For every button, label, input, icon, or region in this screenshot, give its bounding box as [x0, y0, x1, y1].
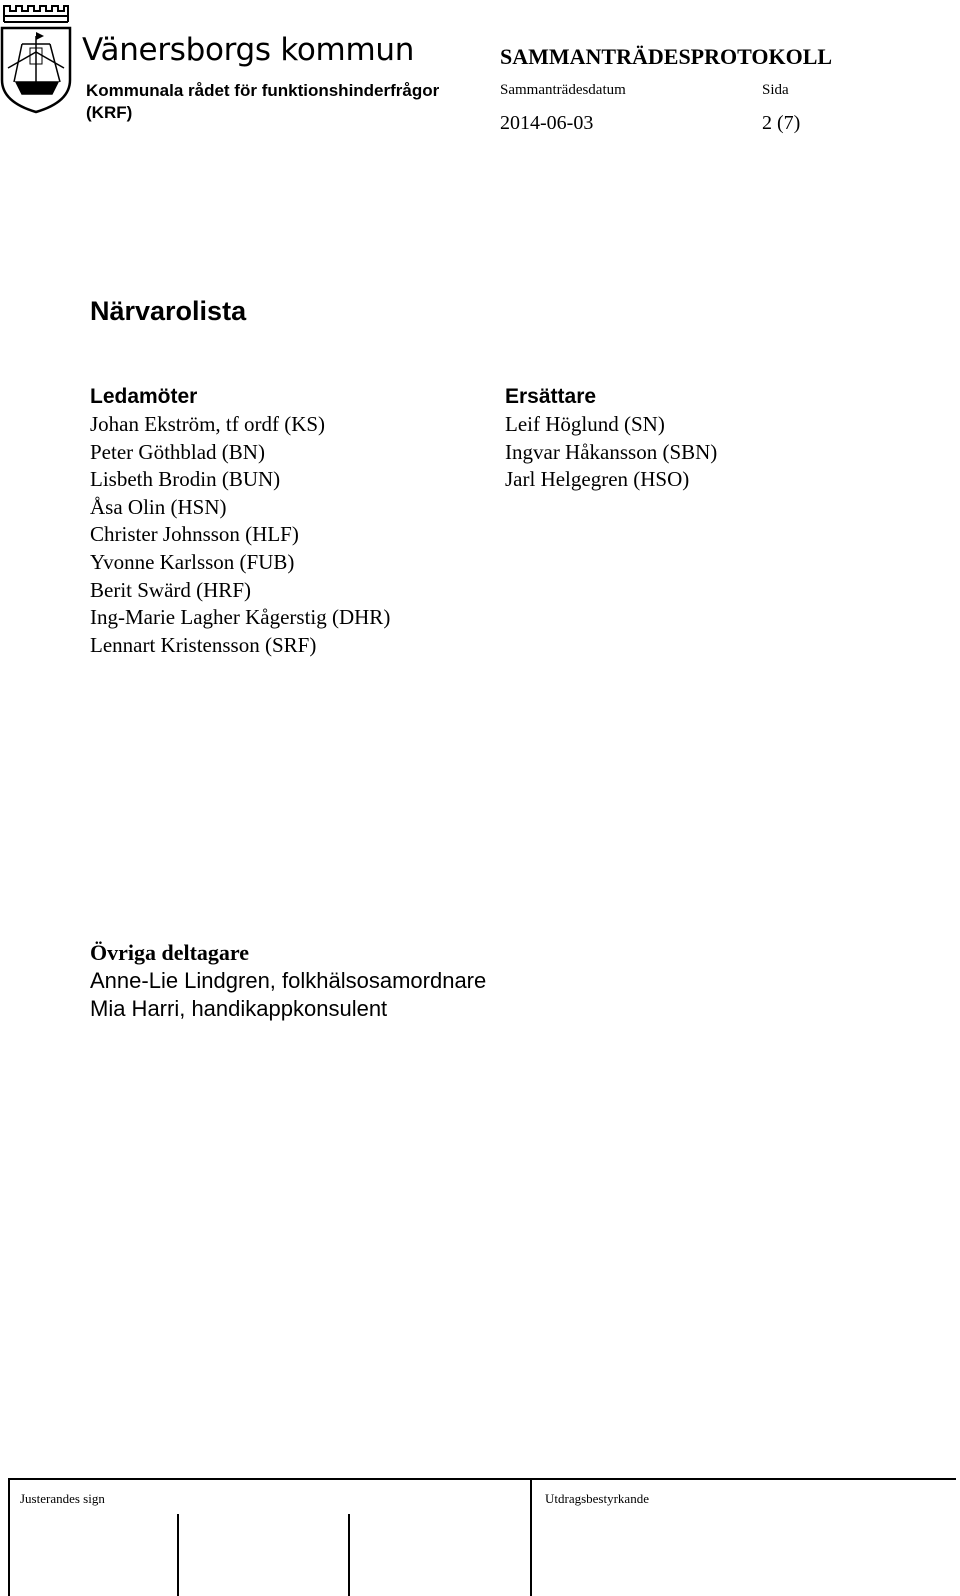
page-title: Närvarolista	[90, 296, 247, 326]
footer-column-line	[348, 1514, 350, 1596]
committee-name: Kommunala rådet för funktionshinderfrågor (KRF)	[86, 81, 440, 122]
other-participants-list	[90, 967, 486, 1023]
member-item: Peter Göthblad (BN)	[90, 439, 265, 464]
footer-column-line	[530, 1478, 532, 1596]
signature-label: Justerandes sign	[20, 1491, 105, 1506]
members-heading: Ledamöter	[90, 385, 198, 408]
participant-item: Anne-Lie Lindgren, folkhälsosamordnare	[90, 968, 487, 993]
page-number-value: 2 (7)	[762, 112, 801, 134]
meeting-date-value: 2014-06-03	[500, 112, 594, 134]
member-item: Lisbeth Brodin (BUN)	[90, 467, 281, 492]
member-item: Christer Johnsson (HLF)	[90, 522, 299, 547]
certification-label: Utdragsbestyrkande	[545, 1491, 649, 1506]
member-item: Berit Swärd (HRF)	[90, 577, 251, 602]
substitutes-list	[505, 411, 717, 494]
footer-divider	[8, 1478, 956, 1480]
meeting-date-label: Sammanträdesdatum	[500, 82, 626, 98]
substitutes-heading: Ersättare	[505, 385, 597, 408]
member-item: Ing-Marie Lagher Kågerstig (DHR)	[90, 605, 391, 630]
document-type: SAMMANTRÄDESPROTOKOLL	[500, 44, 833, 69]
substitute-item: Jarl Helgegren (HSO)	[505, 467, 690, 492]
participant-item: Mia Harri, handikappkonsulent	[90, 996, 388, 1021]
member-item: Lennart Kristensson (SRF)	[90, 632, 317, 657]
municipal-crest-icon	[0, 2, 72, 116]
members-section	[90, 383, 390, 659]
other-participants-heading: Övriga deltagare	[90, 940, 250, 965]
member-item: Åsa Olin (HSN)	[90, 494, 227, 519]
substitute-item: Leif Höglund (SN)	[505, 412, 665, 436]
substitutes-section	[505, 383, 717, 494]
member-item: Johan Ekström, tf ordf (KS)	[90, 412, 326, 436]
page-label: Sida	[762, 82, 789, 98]
member-item: Yvonne Karlsson (FUB)	[90, 549, 295, 574]
footer-column-line	[8, 1478, 10, 1596]
substitute-item: Ingvar Håkansson (SBN)	[505, 439, 718, 464]
organization-name: Vänersborgs kommun	[82, 32, 415, 68]
members-list	[90, 411, 390, 659]
other-participants-section	[90, 939, 486, 1023]
footer-column-line	[177, 1514, 179, 1596]
